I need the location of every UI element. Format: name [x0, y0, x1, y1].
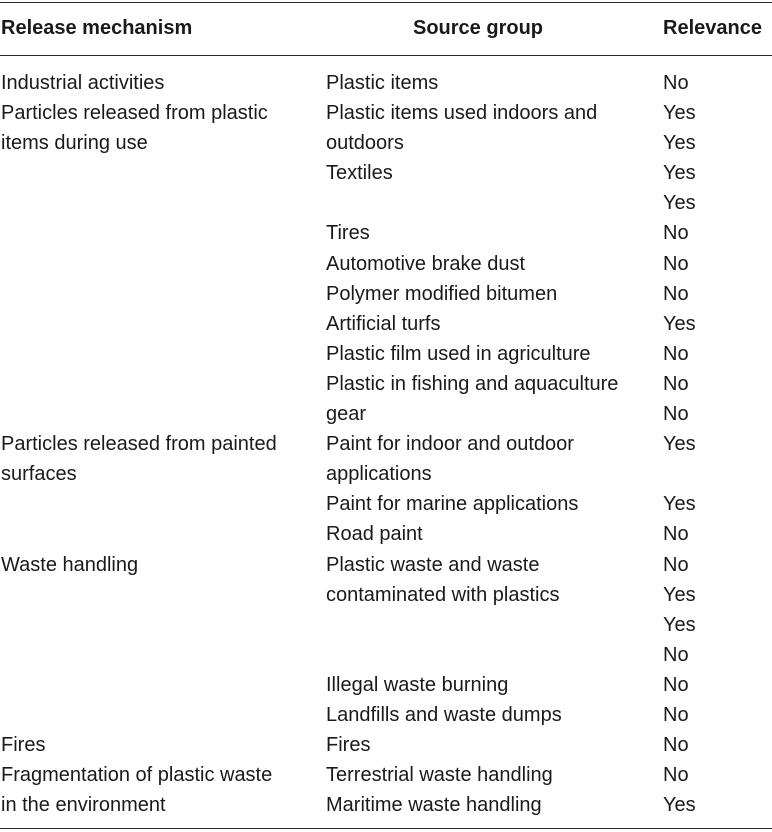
cell-relevance: Yes: [663, 794, 696, 817]
cell-source-group: Plastic items used indoors and: [326, 102, 598, 125]
cell-release-mechanism: Waste handling: [1, 553, 139, 576]
table-row: [0, 68, 772, 98]
cell-relevance: No: [663, 342, 689, 365]
table-row: [0, 580, 772, 610]
cell-source-group: Plastic in fishing and aquaculture: [326, 372, 619, 395]
cell-relevance: No: [663, 372, 689, 395]
cell-relevance: No: [663, 553, 689, 576]
cell-relevance: No: [663, 734, 689, 757]
cell-release-mechanism: Particles released from painted: [1, 433, 277, 456]
table-row: [0, 489, 772, 519]
header-release-mechanism: Release mechanism: [1, 17, 193, 39]
table-row: [0, 369, 772, 399]
table-body: [0, 68, 772, 820]
cell-source-group: Textiles: [326, 162, 393, 185]
cell-relevance: Yes: [663, 493, 696, 516]
cell-source-group: Plastic film used in agriculture: [326, 342, 591, 365]
table-row: [0, 610, 772, 640]
table-row: [0, 519, 772, 549]
cell-source-group: Tires: [326, 222, 370, 245]
cell-relevance: No: [663, 282, 689, 305]
table-row: [0, 459, 772, 489]
cell-source-group: Plastic waste and waste: [326, 553, 540, 576]
cell-release-mechanism: in the environment: [1, 794, 166, 817]
cell-relevance: No: [663, 764, 689, 787]
table-row: [0, 429, 772, 459]
table-row: [0, 790, 772, 820]
cell-release-mechanism: items during use: [1, 132, 148, 155]
cell-source-group: Polymer modified bitumen: [326, 282, 558, 305]
cell-source-group: Automotive brake dust: [326, 252, 525, 275]
table-row: [0, 339, 772, 369]
table-row: [0, 98, 772, 128]
table-row: [0, 640, 772, 670]
cell-source-group: Paint for marine applications: [326, 493, 579, 516]
cell-release-mechanism: Particles released from plastic: [1, 102, 268, 125]
cell-relevance: Yes: [663, 433, 696, 456]
cell-relevance: No: [663, 222, 689, 245]
header-relevance: Relevance: [663, 17, 762, 39]
cell-source-group: Road paint: [326, 523, 423, 546]
table-header: [0, 2, 772, 55]
table-row: [0, 399, 772, 429]
cell-relevance: No: [663, 643, 689, 666]
table-row: [0, 670, 772, 700]
cell-relevance: No: [663, 72, 689, 94]
cell-source-group: gear: [326, 403, 367, 426]
cell-relevance: No: [663, 252, 689, 275]
cell-source-group: Maritime waste handling: [326, 794, 542, 817]
cell-relevance: Yes: [663, 102, 696, 125]
cell-source-group: Terrestrial waste handling: [326, 764, 553, 787]
cell-relevance: Yes: [663, 583, 696, 606]
cell-source-group: Fires: [326, 734, 371, 757]
table-row: [0, 309, 772, 339]
header-rule: [0, 55, 772, 56]
cell-source-group: Paint for indoor and outdoor: [326, 433, 574, 456]
cell-relevance: Yes: [663, 162, 696, 185]
cell-source-group: applications: [326, 463, 432, 486]
cell-release-mechanism: Fires: [1, 734, 46, 757]
cell-source-group: Artificial turfs: [326, 312, 441, 335]
cell-source-group: contaminated with plastics: [326, 583, 560, 606]
cell-relevance: No: [663, 673, 689, 696]
cell-source-group: Landfills and waste dumps: [326, 703, 562, 726]
cell-relevance: No: [663, 403, 689, 426]
table-row: [0, 249, 772, 279]
table-row: [0, 700, 772, 730]
cell-relevance: No: [663, 523, 689, 546]
cell-relevance: Yes: [663, 192, 696, 215]
table-row: [0, 188, 772, 218]
bottom-rule: [0, 828, 772, 829]
table-row: [0, 760, 772, 790]
cell-relevance: Yes: [663, 613, 696, 636]
cell-release-mechanism: Industrial activities: [1, 72, 165, 94]
table-row: [0, 128, 772, 158]
table-row: [0, 279, 772, 309]
cell-source-group: Plastic items: [326, 72, 439, 94]
table-row: [0, 158, 772, 188]
table-row: [0, 730, 772, 760]
cell-release-mechanism: surfaces: [1, 463, 77, 486]
cell-relevance: No: [663, 703, 689, 726]
cell-relevance: Yes: [663, 132, 696, 155]
cell-relevance: Yes: [663, 312, 696, 335]
header-source-group: Source group: [413, 17, 544, 39]
table-row: [0, 218, 772, 248]
cell-release-mechanism: Fragmentation of plastic waste: [1, 764, 273, 787]
cell-source-group: outdoors: [326, 132, 404, 155]
table-row: [0, 550, 772, 580]
cell-source-group: Illegal waste burning: [326, 673, 509, 696]
